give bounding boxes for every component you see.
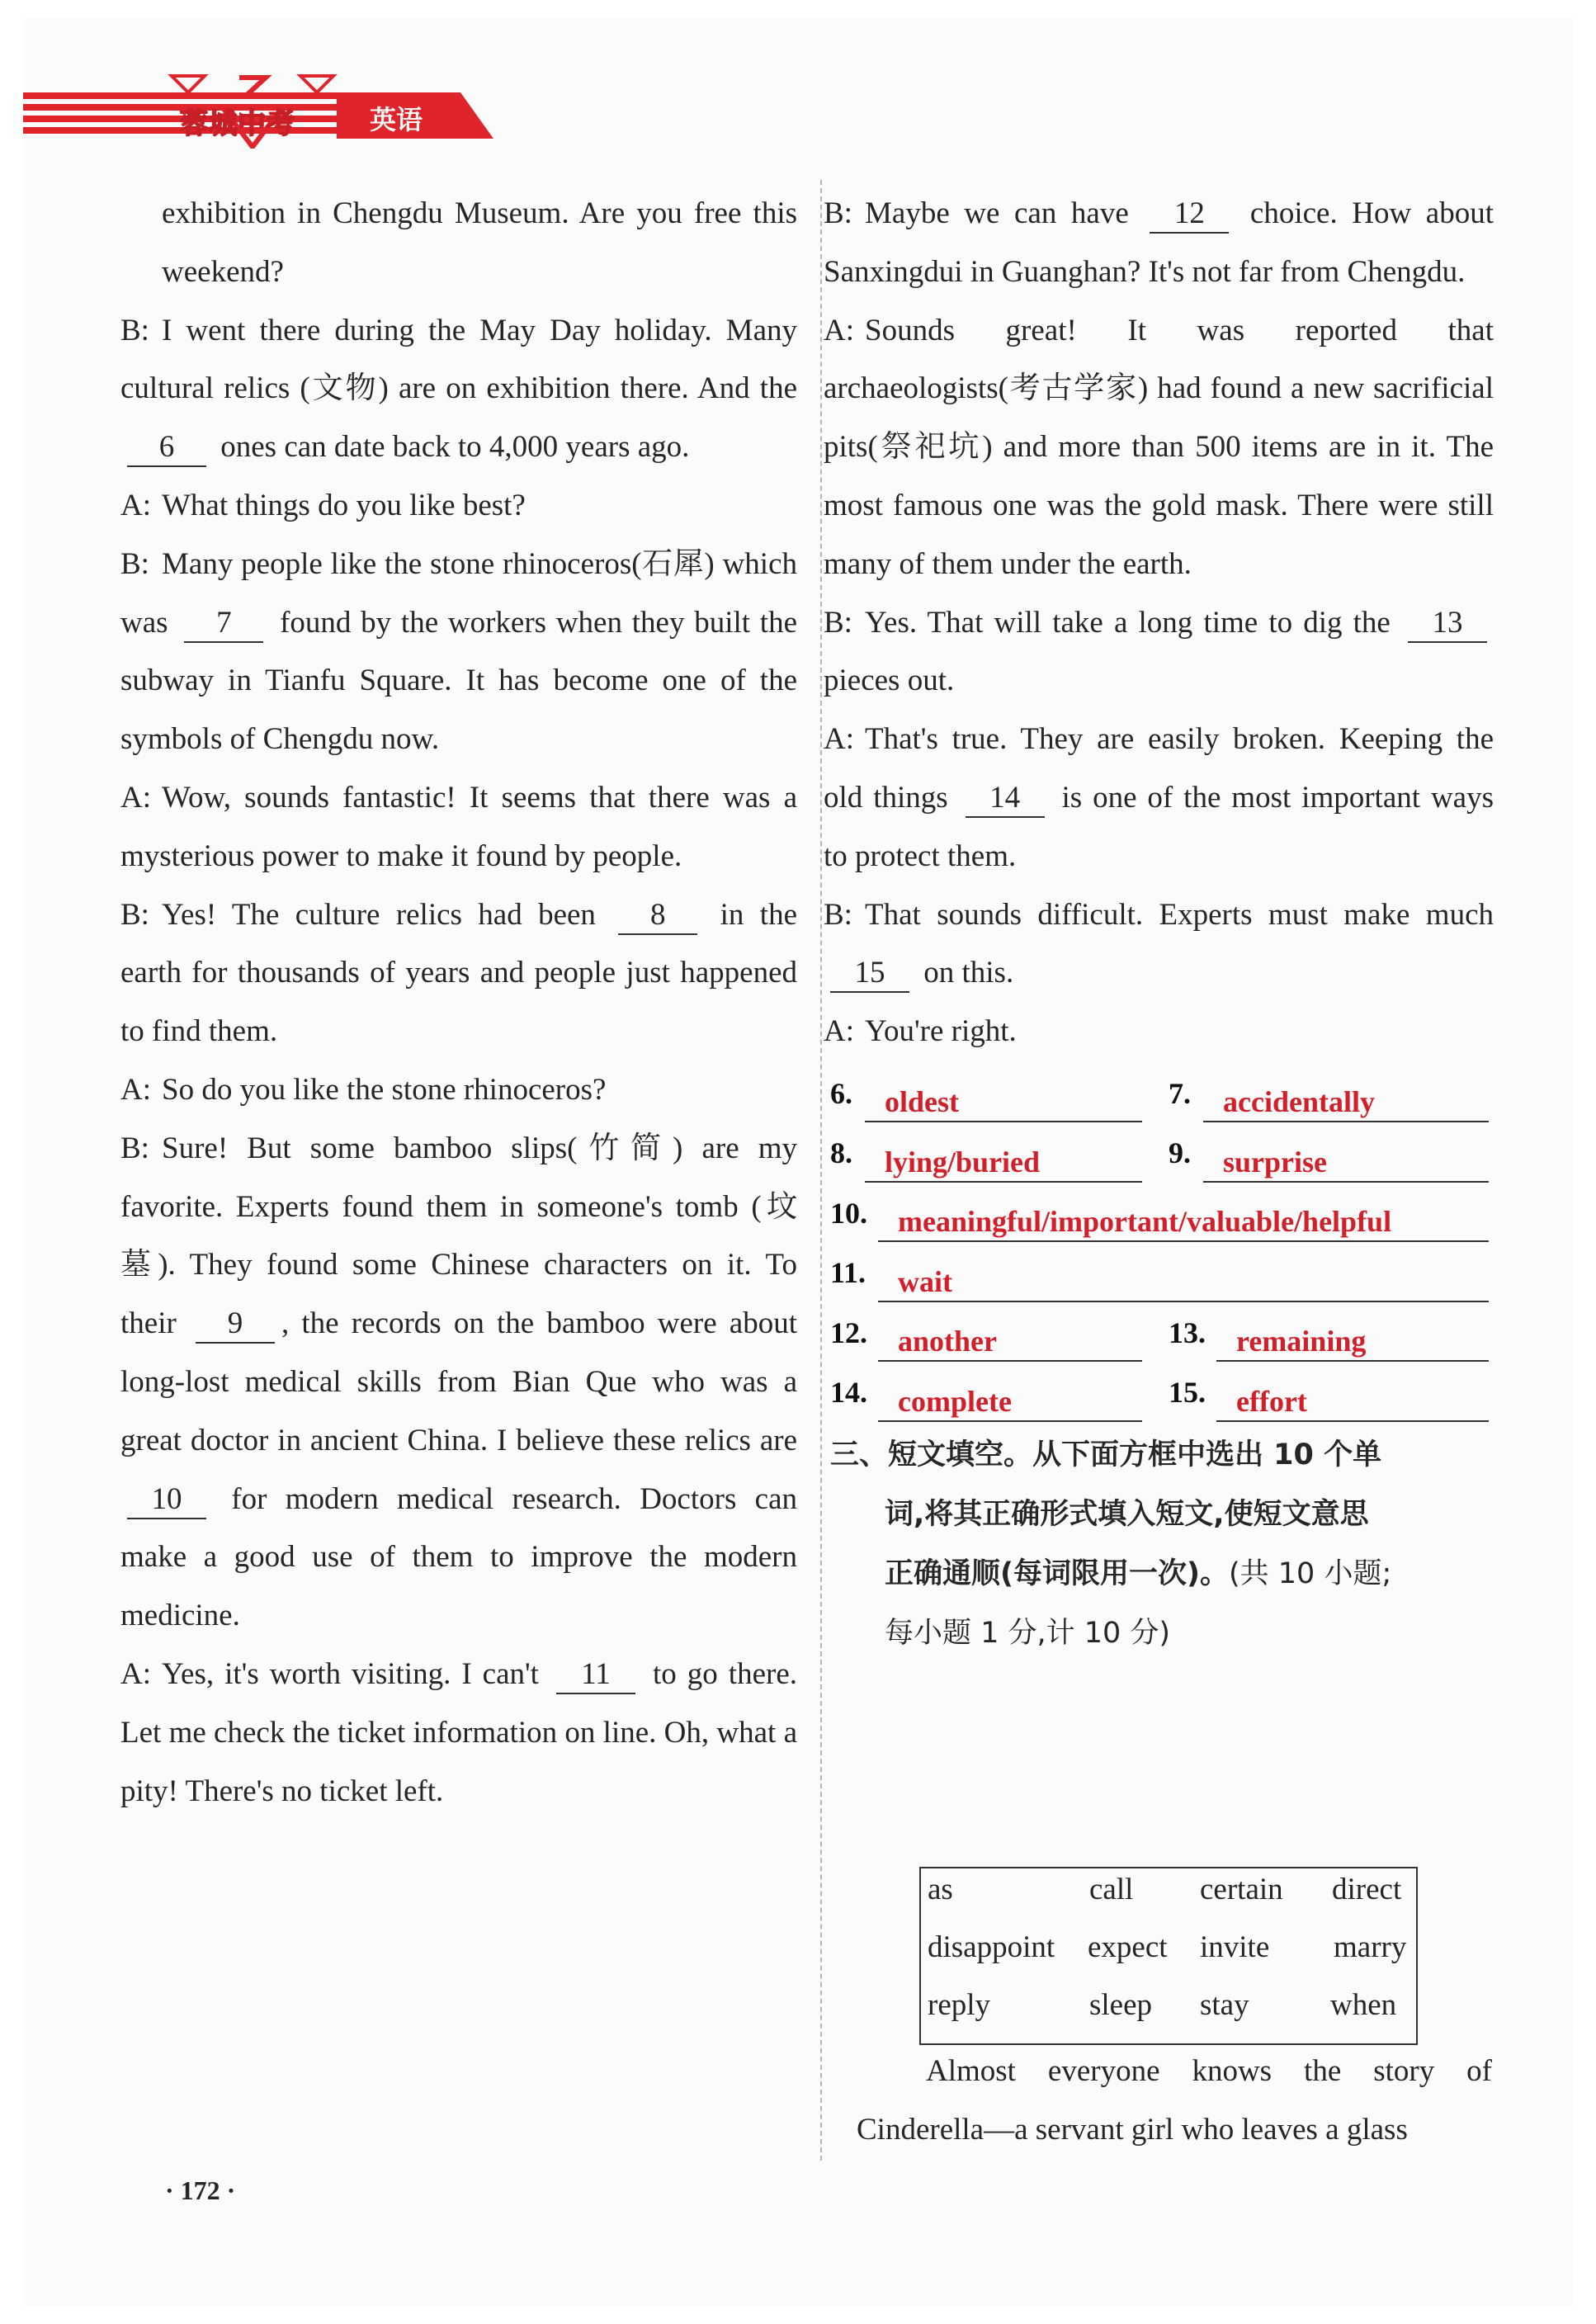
dialogue-turn bbox=[120, 1061, 797, 1120]
speaker-label: A: bbox=[824, 722, 854, 757]
dialogue-text: Yes. That will take a long time to dig the bbox=[865, 605, 1401, 640]
answer-number: 8. bbox=[830, 1136, 852, 1170]
fill-blank: 8 bbox=[618, 897, 697, 935]
dialogue-text: ones can date back to 4,000 years ago. bbox=[213, 430, 690, 465]
word-box-item: disappoint bbox=[928, 1930, 1055, 1964]
answer-row bbox=[830, 1183, 1494, 1243]
answer-text: surprise bbox=[1203, 1143, 1489, 1183]
section-line-3-note: (共 10 小题; bbox=[1229, 1556, 1392, 1590]
dialogue-turn bbox=[824, 302, 1494, 594]
story-text: Almost everyone knows the story of Cinderella—a servant girl who leaves a glass bbox=[857, 2054, 1492, 2147]
speaker-label: A: bbox=[120, 1072, 151, 1107]
dialogue-text: pieces out. bbox=[824, 664, 955, 698]
answer-text: lying/buried bbox=[865, 1143, 1142, 1183]
section-line-1: 三、短文填空。从下面方框中选出 10 个单 bbox=[830, 1438, 1382, 1471]
speaker-label: A: bbox=[120, 1656, 151, 1691]
dialogue-right bbox=[824, 185, 1494, 1061]
fill-blank: 6 bbox=[127, 429, 206, 467]
dialogue-turn bbox=[824, 1003, 1494, 1061]
section-line-4: 每小题 1 分,计 10 分) bbox=[885, 1616, 1171, 1650]
speaker-label: B: bbox=[120, 313, 149, 347]
dialogue-text: So do you like the stone rhinoceros? bbox=[162, 1072, 607, 1107]
brand-name: 蓉城中考 bbox=[180, 107, 295, 140]
dialogue-text: Sounds great! It was reported that archaeologists(考古学家) had found a new sacrificial pits(祭祀坑) and more than 500 items are in it. The most famous one was the gold mask. There were still many of them under the earth. bbox=[824, 313, 1494, 581]
section-line-3: 正确通顺(每词限用一次)。 bbox=[885, 1556, 1229, 1590]
word-box-item: marry bbox=[1334, 1930, 1407, 1964]
word-box-item: certain bbox=[1200, 1873, 1283, 1906]
page-number: · 172 · bbox=[165, 2175, 236, 2205]
story-passage bbox=[857, 2042, 1492, 2159]
dialogue-text: to go there. Let me check the ticket information on line. Oh, what a pity! There's no ticket left. bbox=[120, 1656, 797, 1808]
answer-text: remaining bbox=[1216, 1322, 1489, 1362]
dialogue-text: , the records on the bamboo were about long-lost medical skills from Bian Que who was a great doctor in ancient China. I believe these relics are bbox=[120, 1306, 797, 1457]
answer-row bbox=[830, 1063, 1494, 1123]
answer-number: 14. bbox=[830, 1376, 867, 1410]
answer-text: another bbox=[878, 1322, 1142, 1362]
subject-label: 英语 bbox=[370, 104, 423, 135]
dialogue-text: That's true. They are easily broken. Keeping the old things bbox=[824, 722, 1494, 815]
dialogue-turn bbox=[120, 886, 797, 1061]
fill-blank: 11 bbox=[556, 1656, 635, 1694]
dialogue-right-column bbox=[824, 185, 1494, 1663]
fill-blank: 9 bbox=[196, 1306, 275, 1344]
fill-blank: 15 bbox=[830, 955, 909, 993]
dialogue-turn bbox=[120, 1646, 797, 1821]
answer-row bbox=[830, 1122, 1494, 1183]
word-box-item: sleep bbox=[1089, 1988, 1153, 2022]
dialogue-text: found by the workers when they built the subway in Tianfu Square. It has become one of the symbols of Chengdu now. bbox=[120, 605, 798, 757]
word-box-item: stay bbox=[1200, 1988, 1249, 2022]
answer-number: 10. bbox=[830, 1196, 867, 1230]
answer-number: 13. bbox=[1169, 1316, 1206, 1349]
dialogue-text: Wow, sounds fantastic! It seems that there was a mysterious power to make it found by people. bbox=[120, 780, 797, 873]
page-header bbox=[23, 61, 485, 152]
answer-row bbox=[830, 1242, 1494, 1302]
column-divider bbox=[820, 180, 822, 2161]
dialogue-text: Yes! The culture relics had been bbox=[162, 897, 612, 932]
dialogue-turn bbox=[824, 185, 1494, 302]
word-box-item: call bbox=[1089, 1873, 1134, 1906]
dialogue-turn bbox=[120, 536, 797, 769]
dialogue-turn bbox=[162, 185, 797, 302]
dialogue-text: choice. How about Sanxingdui in Guanghan? It's not far from Chengdu. bbox=[824, 196, 1494, 289]
dialogue-turn bbox=[120, 769, 797, 886]
answer-number: 6. bbox=[830, 1076, 852, 1110]
fill-blank: 14 bbox=[966, 780, 1045, 818]
word-box bbox=[919, 1867, 1418, 2045]
dialogue-left-column bbox=[120, 185, 798, 1821]
word-box-item: invite bbox=[1200, 1930, 1270, 1964]
speaker-label: B: bbox=[824, 897, 852, 932]
dialogue-text: Sure! But some bamboo slips(竹简) are my favorite. Experts found them in someone's tomb (坟墓). They found some Chinese characters on it. To their bbox=[120, 1131, 797, 1341]
answer-text: meaningful/important/valuable/helpful bbox=[878, 1202, 1489, 1242]
dialogue-text: What things do you like best? bbox=[162, 488, 526, 522]
answer-number: 11. bbox=[830, 1256, 866, 1290]
dialogue-text: Many people like the stone rhinoceros(石犀) which was bbox=[120, 546, 797, 640]
speaker-label: B: bbox=[120, 897, 149, 932]
answer-number: 7. bbox=[1169, 1076, 1191, 1110]
answer-number: 12. bbox=[830, 1316, 867, 1349]
answer-row bbox=[830, 1362, 1494, 1422]
dialogue-text: Yes, it's worth visiting. I can't bbox=[162, 1656, 550, 1691]
dialogue-text: is one of the most important ways to protect them. bbox=[824, 780, 1494, 873]
word-box-item: when bbox=[1330, 1988, 1397, 2022]
word-box-item: expect bbox=[1088, 1930, 1168, 1964]
speaker-label: B: bbox=[120, 546, 149, 581]
speaker-label: A: bbox=[824, 1014, 854, 1049]
answer-row bbox=[830, 1302, 1494, 1363]
dialogue-text: I went there during the May Day holiday. Many cultural relics (文物) are on exhibition there. And the bbox=[120, 313, 797, 406]
speaker-label: B: bbox=[824, 196, 852, 230]
dialogue-text: in the earth for thousands of years and people just happened to find them. bbox=[120, 897, 797, 1049]
answer-text: complete bbox=[878, 1382, 1142, 1422]
dialogue-turn bbox=[824, 711, 1494, 886]
speaker-label: B: bbox=[120, 1131, 149, 1165]
word-box-item: reply bbox=[928, 1988, 991, 2022]
dialogue-text: Maybe we can have bbox=[865, 196, 1144, 230]
word-box-item: as bbox=[928, 1873, 953, 1906]
dialogue-text: exhibition in Chengdu Museum. Are you free this weekend? bbox=[162, 196, 797, 289]
dialogue-text: You're right. bbox=[865, 1014, 1017, 1049]
fill-blank: 10 bbox=[127, 1481, 206, 1519]
word-box-item: direct bbox=[1332, 1873, 1402, 1906]
dialogue-turn bbox=[824, 594, 1494, 711]
speaker-label: A: bbox=[120, 488, 151, 522]
dialogue-turn bbox=[824, 886, 1494, 1004]
speaker-label: A: bbox=[120, 780, 151, 815]
answer-text: wait bbox=[878, 1263, 1489, 1302]
section-line-2: 词,将其正确形式填入短文,使短文意思 bbox=[885, 1497, 1369, 1531]
answer-number: 9. bbox=[1169, 1136, 1191, 1170]
dialogue-turn bbox=[120, 477, 797, 536]
fill-blank: 12 bbox=[1150, 196, 1229, 234]
dialogue-turn bbox=[120, 302, 797, 477]
dialogue-turn bbox=[120, 1120, 797, 1646]
answer-text: effort bbox=[1216, 1382, 1489, 1422]
fill-blank: 13 bbox=[1408, 605, 1487, 643]
dialogue-text: on this. bbox=[916, 956, 1014, 990]
answer-number: 15. bbox=[1169, 1376, 1206, 1410]
speaker-label: A: bbox=[824, 313, 854, 347]
answer-text: accidentally bbox=[1203, 1083, 1489, 1122]
answer-text: oldest bbox=[865, 1083, 1142, 1122]
answer-key bbox=[830, 1063, 1494, 1422]
speaker-label: B: bbox=[824, 605, 852, 640]
dialogue-text: That sounds difficult. Experts must make much bbox=[865, 897, 1494, 932]
fill-blank: 7 bbox=[184, 605, 263, 643]
dialogue-text: for modern medical research. Doctors can make a good use of them to improve the modern medicine. bbox=[120, 1481, 797, 1633]
section-instructions bbox=[830, 1425, 1494, 1663]
